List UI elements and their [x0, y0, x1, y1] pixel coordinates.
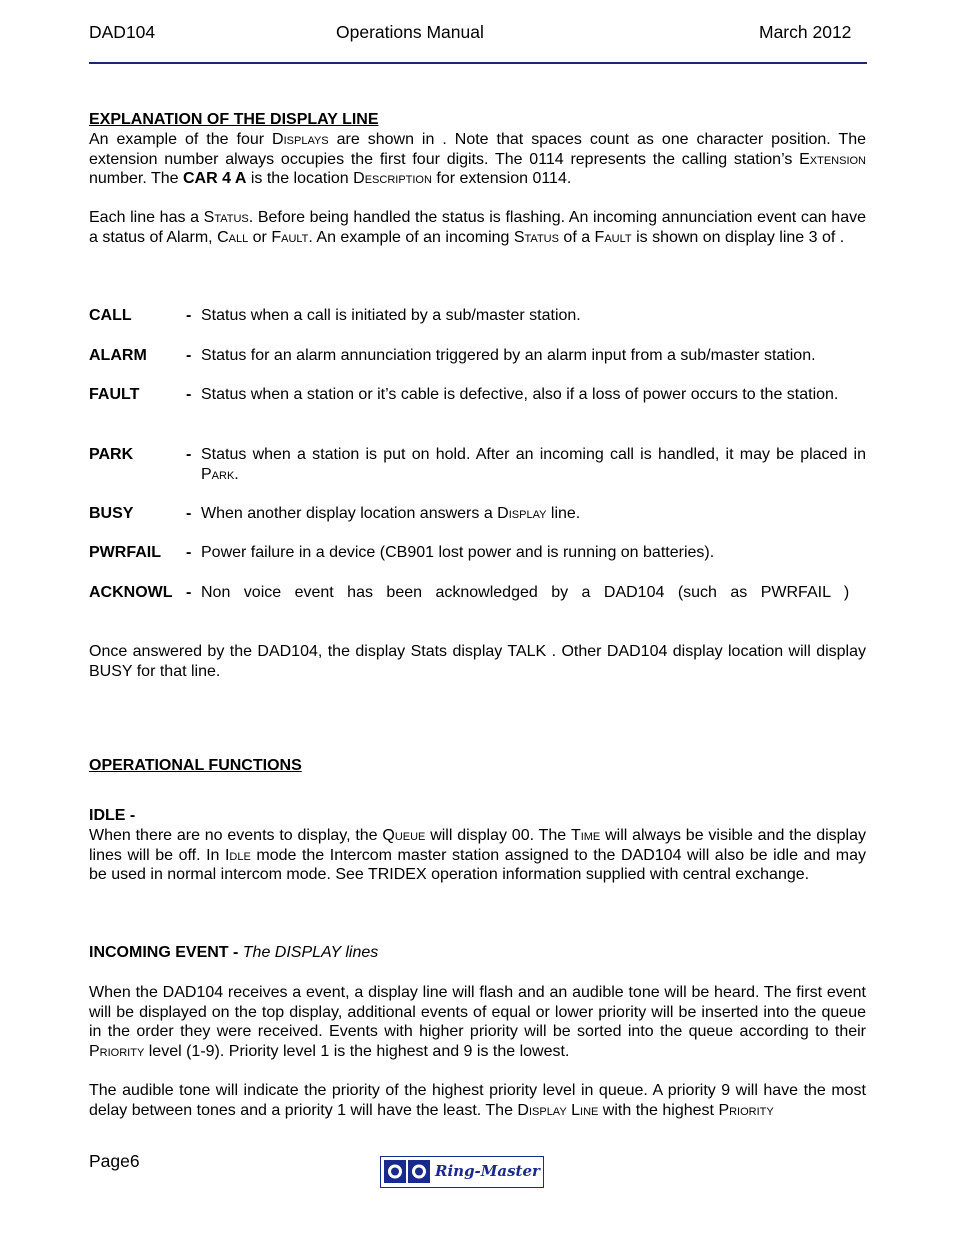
- paragraph-status: Each line has a Status. Before being handled the status is flashing. An incoming annunciation event can have a status of Alarm, Call or Fault. An example of an incoming Status of a Fault is shown on display line 3 of .: [89, 209, 866, 246]
- idle-heading: IDLE -: [89, 807, 136, 824]
- paragraph-display-example: An example of the four Displays are shown in . Note that spaces count as one character position. The extension number always occupies the first four digits. The 0114 represents the calling station’s Extension number. The CAR 4 A is the location Description for extension 0114.: [89, 131, 866, 188]
- ring-master-logo: [380, 1156, 544, 1188]
- header-doc-id: DAD104: [89, 22, 156, 42]
- paragraph-incoming-2: The audible tone will indicate the priority of the highest priority level in queue. A priority 9 will have the most delay between tones and a priority 1 will have the least. The Display Line with the highest Priority: [89, 1082, 866, 1119]
- header-rule: [89, 62, 867, 64]
- status-term-busy: BUSY: [89, 505, 134, 522]
- status-dash: -: [186, 584, 192, 601]
- status-dash: -: [186, 505, 192, 522]
- status-term-alarm: ALARM: [89, 347, 147, 364]
- status-dash: -: [186, 386, 192, 403]
- status-term-pwrfail: PWRFAIL: [89, 544, 161, 561]
- status-dash: -: [186, 544, 192, 561]
- status-def-park: Status when a station is put on hold. After an incoming call is handled, it may be placed in Park.: [201, 446, 866, 483]
- status-term-acknowl: ACKNOWL: [89, 584, 173, 601]
- section-heading-operational: OPERATIONAL FUNCTIONS: [89, 757, 302, 774]
- status-def-call: Status when a call is initiated by a sub/master station.: [201, 307, 581, 324]
- page-number: Page6: [89, 1151, 140, 1171]
- status-def-fault: Status when a station or it’s cable is defective, also if a loss of power occurs to the station.: [201, 386, 839, 403]
- status-def-alarm: Status for an alarm annunciation triggered by an alarm input from a sub/master station.: [201, 347, 816, 364]
- status-def-pwrfail: Power failure in a device (CB901 lost power and is running on batteries).: [201, 544, 715, 561]
- header-title: Operations Manual: [336, 22, 484, 42]
- header-date: March 2012: [759, 22, 852, 42]
- status-def-acknowl: Non voice event has been acknowledged by a DAD104 (such as PWRFAIL ): [201, 584, 850, 601]
- status-dash: -: [186, 347, 192, 364]
- status-dash: -: [186, 446, 192, 463]
- paragraph-incoming-1: When the DAD104 receives a event, a display line will flash and an audible tone will be heard. The first event will be displayed on the top display, additional events of equal or lower priority will be inserted into the queue in the order they were received. Events with higher priority will be sorted into the queue according to their Priority level (1-9). Priority level 1 is the highest and 9 is the lowest.: [89, 984, 866, 1060]
- paragraph-idle: When there are no events to display, the Queue will display 00. The Time will always be visible and the display lines will be off. In Idle mode the Intercom master station assigned to the DAD104 will also be idle and may be used in normal intercom mode. See TRIDEX operation information supplied with central exchange.: [89, 827, 866, 884]
- status-term-fault: FAULT: [89, 386, 140, 403]
- paragraph-answered: Once answered by the DAD104, the display Stats display TALK . Other DAD104 display location will display BUSY for that line.: [89, 643, 866, 680]
- incoming-event-heading: INCOMING EVENT - The DISPLAY lines: [89, 944, 379, 961]
- status-def-busy: When another display location answers a Display line.: [201, 505, 581, 522]
- status-term-call: CALL: [89, 307, 132, 324]
- status-term-park: PARK: [89, 446, 134, 463]
- status-dash: -: [186, 307, 192, 324]
- logo-text: Ring-Master: [435, 1162, 540, 1180]
- section-heading-display-line: EXPLANATION OF THE DISPLAY LINE: [89, 111, 379, 128]
